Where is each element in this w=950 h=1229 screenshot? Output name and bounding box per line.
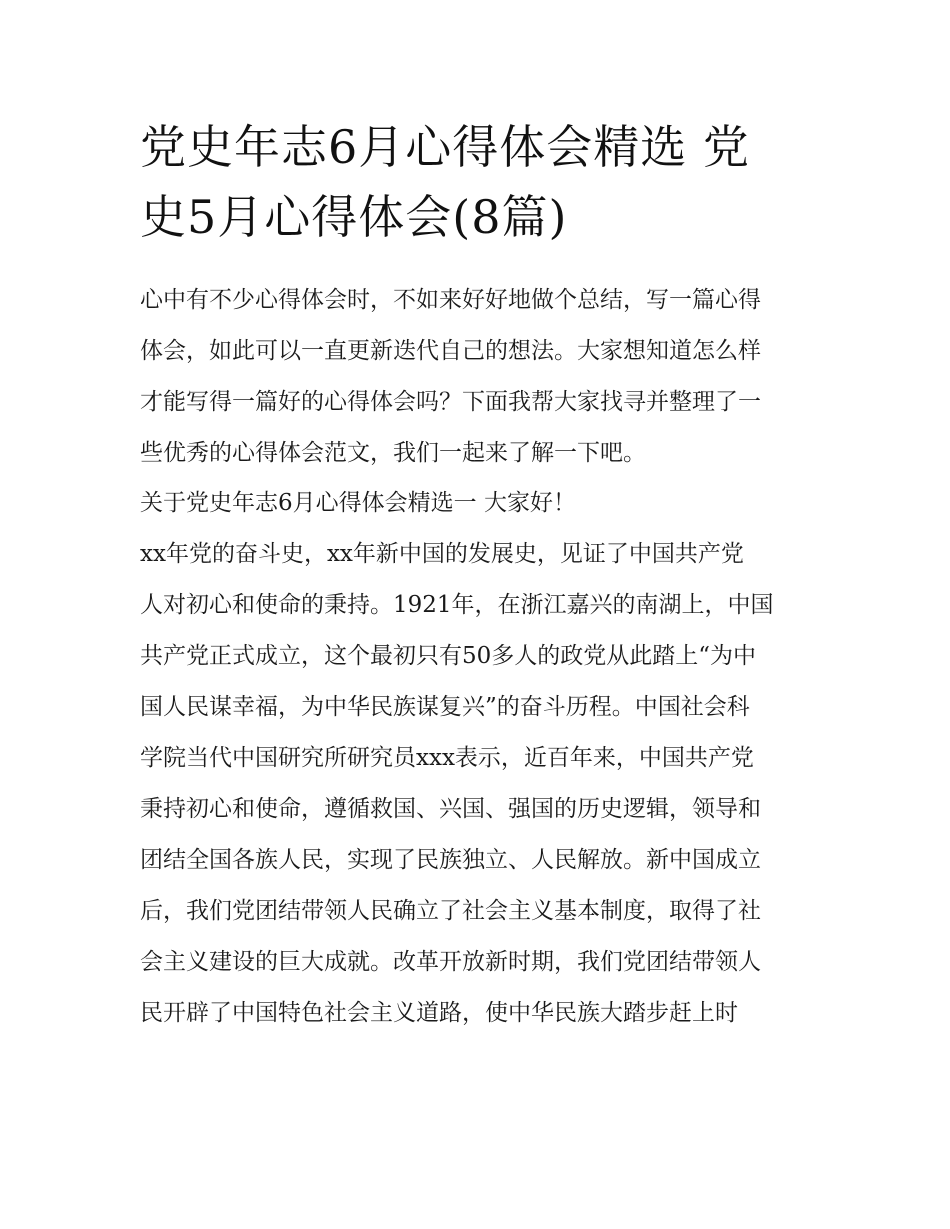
body-line: 民开辟了中国特色社会主义道路，使中华民族大踏步赶上时 xyxy=(140,1000,738,1026)
intro-line: 体会，如此可以一直更新迭代自己的想法。大家想知道怎么样 xyxy=(140,338,761,364)
body-line: 共产党正式成立，这个最初只有50多人的政党从此踏上“为中 xyxy=(140,643,757,669)
title-line-1: 党史年志6月心得体会精选 党 xyxy=(140,120,750,174)
body-line: 人对初心和使命的秉持。1921年，在浙江嘉兴的南湖上，中国 xyxy=(140,592,774,618)
document-title xyxy=(140,112,820,252)
body-line: 国人民谋幸福，为中华民族谋复兴”的奋斗历程。中国社会科 xyxy=(140,694,750,720)
intro-line: 心中有不少心得体会时，不如来好好地做个总结，写一篇心得 xyxy=(140,287,761,313)
body-line: 后，我们党团结带领人民确立了社会主义基本制度，取得了社 xyxy=(140,898,761,924)
body-line: 会主义建设的巨大成就。改革开放新时期，我们党团结带领人 xyxy=(140,949,761,975)
body-line: 学院当代中国研究所研究员xxx表示，近百年来，中国共产党 xyxy=(140,745,754,771)
body-line: 秉持初心和使命，遵循救国、兴国、强国的历史逻辑，领导和 xyxy=(140,796,761,822)
intro-line: 才能写得一篇好的心得体会吗？下面我帮大家找寻并整理了一 xyxy=(140,389,761,415)
intro-line: 些优秀的心得体会范文，我们一起来了解一下吧。 xyxy=(140,440,646,466)
body-line: 团结全国各族人民，实现了民族独立、人民解放。新中国成立 xyxy=(140,847,761,873)
title-line-2: 史5月心得体会(8篇) xyxy=(140,190,568,244)
section-heading: 关于党史年志6月心得体会精选一 大家好！ xyxy=(140,490,576,516)
body-line: xx年党的奋斗史，xx年新中国的发展史，见证了中国共产党 xyxy=(140,541,744,567)
